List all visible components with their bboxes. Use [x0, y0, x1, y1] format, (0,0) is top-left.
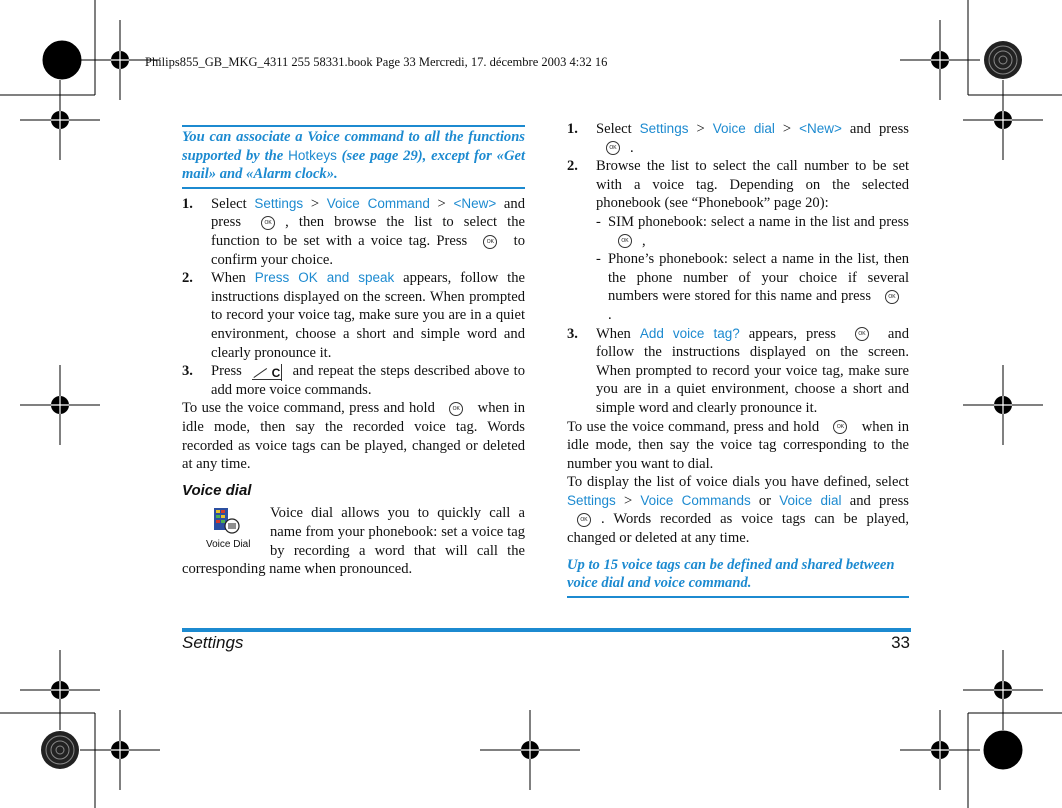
right-column [567, 120, 909, 598]
print-header: Philips855_GB_MKG_4311 255 58331.book Page 33 Mercredi, 17. décembre 2003 4:32 16 [145, 55, 608, 69]
menu-settings: Settings [639, 121, 689, 136]
step-item: 2. Browse the list to select the call number to be set with a voice tag. Depending on the selected phonebook (see “Phonebook” page 20): - SIM phonebook: select a name in the list and press OK , - Phone’s phonebook: select a name in the list, then the phone number of your choice if several numbers were stored for this name and press OK. [567, 158, 909, 323]
voice-tags-note: Up to 15 voice tags can be defined and shared between voice dial and voice command. [567, 556, 909, 598]
voice-dial-heading: Voice dial [182, 481, 252, 499]
list-item: - SIM phonebook: select a name in the list and press OK , [596, 213, 909, 249]
voice-dial-icon-caption: Voice Dial [206, 539, 251, 551]
voice-dial-section [182, 504, 525, 578]
voice-dial-steps [567, 120, 909, 418]
voice-command-steps [182, 195, 525, 400]
hotkeys-link[interactable]: Hotkeys [288, 147, 337, 163]
use-voice-command-paragraph: To use the voice command, press and hold OK when in idle mode, then say the voice tag corresponding to the number you want to dial. [567, 418, 909, 472]
ok-key-icon: OK [483, 235, 497, 249]
voice-command-paragraph: To use the voice command, press and hold OK when in idle mode, then say the recorded voice tag. Words recorded as voice tags can be played, changed or deleted at any time. [182, 400, 525, 473]
ok-key-icon: OK [855, 327, 869, 341]
menu-settings: Settings [254, 195, 304, 211]
screen-message: Press OK and speak [254, 270, 395, 286]
ok-key-icon: OK [618, 234, 632, 248]
menu-voice-dial: Voice dial [712, 121, 775, 136]
voice-dial-description: Voice dial allows you to quickly call a name from your phonebook: set a voice tag by recording a word that will call the corresponding name when pronounced. [182, 505, 525, 578]
voice-dial-icon [212, 506, 242, 534]
display-list-paragraph: To display the list of voice dials you have defined, select Settings > Voice Commands or Voice dial and press OK . Words recorded as voice tags can be played, changed or deleted at any time. [567, 474, 909, 547]
menu-new: <New> [799, 121, 842, 136]
menu-new: <New> [453, 195, 497, 211]
step-item: 2. When Press OK and speak appears, follow the instructions displayed on the screen. When prompted to record your voice tag, make sure you are in a quiet environment, choose a short and simple word and clearly pronounce it. [182, 270, 526, 361]
ok-key-icon: OK [833, 420, 847, 434]
step-item: 3. When Add voice tag? appears, press OK and follow the instructions displayed on the screen. When prompted to record your voice tag, make sure you are in a quiet environment, choose a short and simple word and clearly pronounce it. [567, 325, 909, 416]
step-item: 3. Press C and repeat the steps described above to add more voice commands. [182, 363, 525, 398]
hotkeys-note: You can associate a Voice command to all the functions supported by the Hotkeys (see page 29), except for «Get mail» and «Alarm clock». [182, 125, 525, 189]
ok-key-icon: OK [261, 216, 275, 230]
menu-settings: Settings [567, 492, 616, 508]
page-number: 33 [891, 633, 910, 652]
menu-voice-commands: Voice Commands [640, 492, 751, 508]
screen-message: Add voice tag? [639, 325, 740, 341]
c-key-icon: C [250, 363, 284, 381]
left-column [182, 125, 525, 579]
step-item: 1. Select Settings > Voice Command > <New> and press OK , then browse the list to select the function to be set with a voice tag. Press OK to confirm your choice. [182, 195, 526, 268]
footer-section-title: Settings [182, 633, 244, 652]
voice-dial-icon-block [182, 504, 262, 550]
list-item: - Phone’s phonebook: select a name in the list, then the phone number of your choice if several numbers were stored for this name and press OK. [596, 251, 909, 323]
menu-voice-command: Voice Command [326, 195, 430, 211]
footer-rule [182, 628, 911, 632]
menu-voice-dial: Voice dial [779, 492, 842, 508]
ok-key-icon: OK [449, 402, 463, 416]
ok-key-icon: OK [577, 513, 591, 527]
ok-key-icon: OK [885, 290, 899, 304]
ok-key-icon: OK [606, 141, 620, 155]
phonebook-options [596, 213, 909, 325]
step-item: 1. Select Settings > Voice dial > <New> and press OK . [567, 121, 909, 156]
